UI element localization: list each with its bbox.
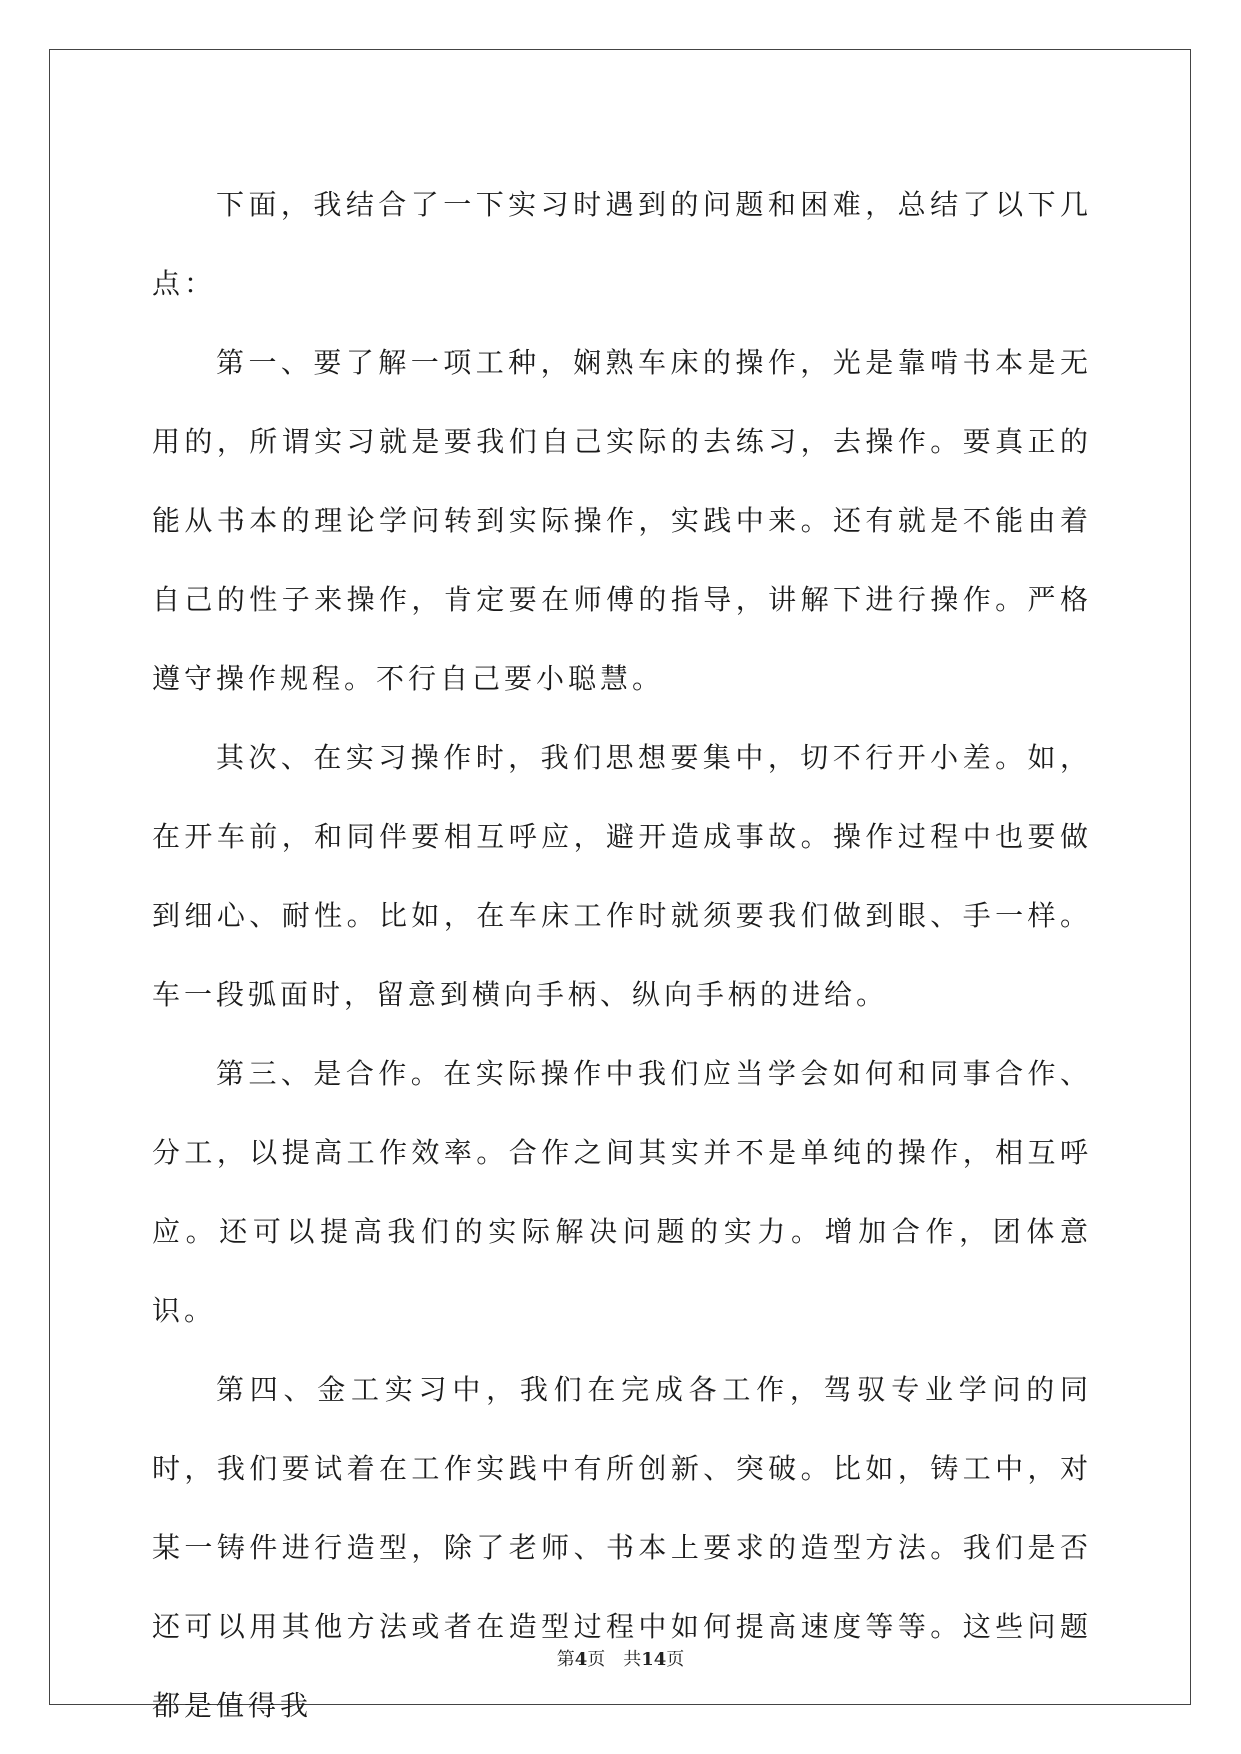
paragraph-point-4: 第四、金工实习中，我们在完成各工作，驾驭专业学问的同时，我们要试着在工作实践中有所创新、突破。比如，铸工中，对某一铸件进行造型，除了老师、书本上要求的造型方法。我们是否还可以用其他方法或者在造型过程中如何提高速度等等。这些问题都是值得我	[152, 1373, 1092, 1722]
footer-page-suffix: 页	[587, 1649, 606, 1670]
footer-page-current: 4	[574, 1649, 588, 1670]
paragraph-point-2: 其次、在实习操作时，我们思想要集中，切不行开小差。如，在开车前，和同伴要相互呼应，避开造成事故。操作过程中也要做到细心、耐性。比如，在车床工作时就须要我们做到眼、手一样。车一段弧面时，留意到横向手柄、纵向手柄的进给。	[152, 741, 1092, 1011]
footer-total-prefix: 共	[623, 1649, 642, 1670]
paragraph-point-3: 第三、是合作。在实际操作中我们应当学会如何和同事合作、分工，以提高工作效率。合作之间其实并不是单纯的操作，相互呼应。还可以提高我们的实际解决问题的实力。增加合作，团体意识。	[152, 1057, 1092, 1327]
paragraph-intro: 下面，我结合了一下实习时遇到的问题和困难，总结了以下几点：	[152, 188, 1092, 300]
footer-page-prefix: 第	[556, 1649, 575, 1670]
footer-page-total: 14	[641, 1649, 667, 1670]
paragraph-point-1: 第一、要了解一项工种，娴熟车床的操作，光是靠啃书本是无用的，所谓实习就是要我们自己实际的去练习，去操作。要真正的能从书本的理论学问转到实际操作，实践中来。还有就是不能由着自己的性子来操作，肯定要在师傅的指导，讲解下进行操作。严格遵守操作规程。不行自己要小聪慧。	[152, 346, 1092, 695]
page-footer	[0, 1645, 1241, 1671]
document-body	[152, 165, 1092, 1745]
footer-total-suffix: 页	[666, 1649, 685, 1670]
